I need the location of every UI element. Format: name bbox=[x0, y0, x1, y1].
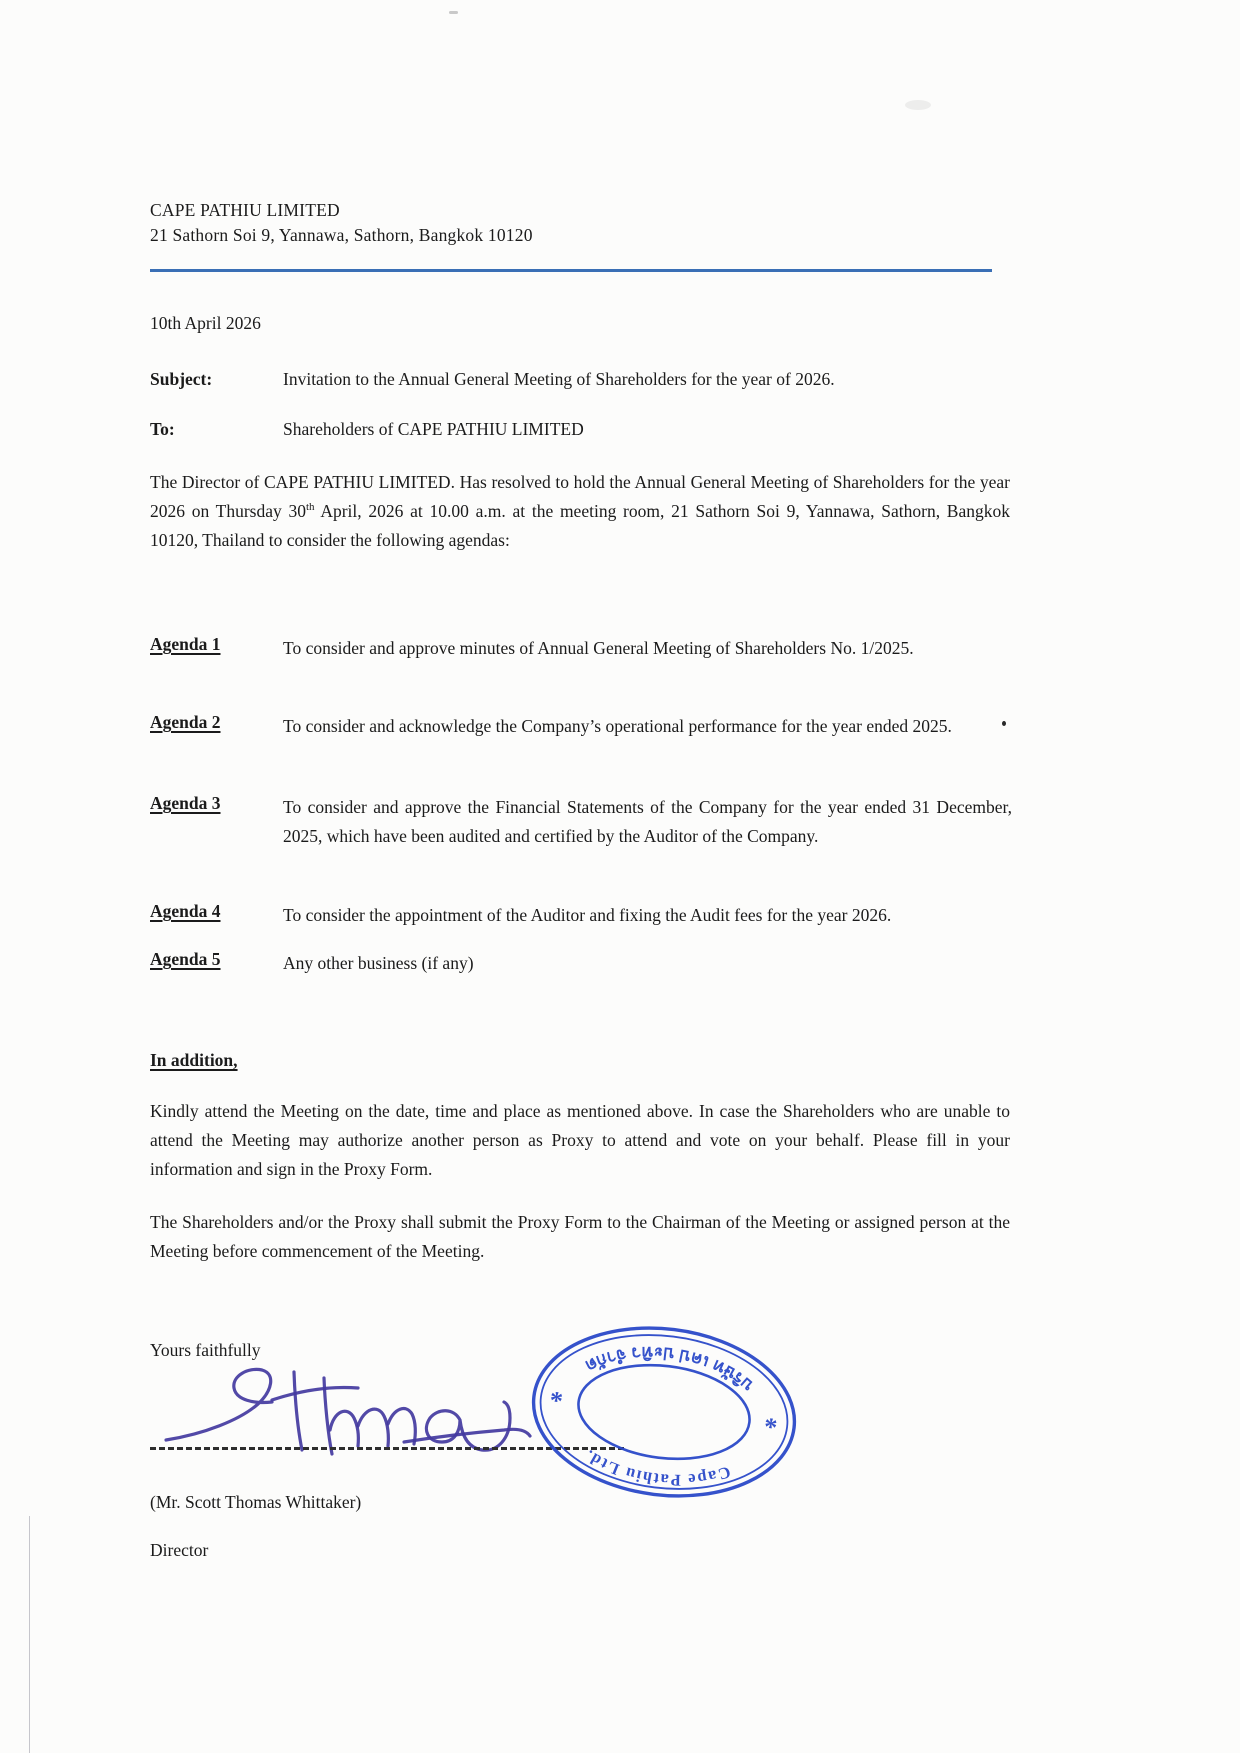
stamp-left-asterisk: * bbox=[763, 1404, 780, 1435]
to-row bbox=[150, 419, 1012, 440]
agenda-item-1 bbox=[150, 634, 1012, 663]
agenda-item-4 bbox=[150, 901, 1012, 930]
intro-paragraph bbox=[150, 468, 1010, 555]
to-label: To: bbox=[150, 419, 175, 439]
signatory-title: Director bbox=[150, 1540, 209, 1560]
letter-date: 10th April 2026 bbox=[150, 313, 261, 333]
intro-part1: The Director of CAPE PATHIU LIMITED. Has resolved to hold the Annual General Meeting of Shareholders for the year 2026 on Thursday 30 bbox=[150, 472, 1010, 521]
agenda-1-label: Agenda 1 bbox=[150, 634, 221, 654]
valediction: Yours faithfully bbox=[150, 1340, 261, 1360]
in-addition-heading: In addition, bbox=[150, 1050, 238, 1070]
to-text: Shareholders of CAPE PATHIU LIMITED bbox=[283, 419, 584, 439]
agenda-item-5 bbox=[150, 949, 1012, 978]
agenda-4-label: Agenda 4 bbox=[150, 901, 221, 921]
signatory-name: (Mr. Scott Thomas Whittaker) bbox=[150, 1492, 362, 1512]
letterhead bbox=[150, 198, 533, 248]
attendance-paragraph: Kindly attend the Meeting on the date, time and place as mentioned above. In case the Shareholders who are unable to attend the Meeting may authorize another person as Proxy to attend and vote on your behalf. Please fill in your information and sign in the Proxy Form. bbox=[150, 1101, 1010, 1179]
intro-part2: April, 2026 at 10.00 a.m. at the meeting room, 21 Sathorn Soi 9, Yannawa, Sathorn, Bangkok 10120, Thailand to consider the following agendas: bbox=[150, 501, 1010, 550]
agenda-5-label: Agenda 5 bbox=[150, 949, 221, 969]
agenda-3-label: Agenda 3 bbox=[150, 793, 221, 813]
intro-superscript: th bbox=[306, 501, 315, 514]
agenda-4-text: To consider the appointment of the Auditor and fixing the Audit fees for the year 2026. bbox=[283, 905, 892, 925]
agenda-item-3 bbox=[150, 793, 1012, 851]
stamp-thai-text-arc: บริษัท เคป ปะทิว จำกัด bbox=[581, 1343, 757, 1396]
agenda-3-text: To consider and approve the Financial Statements of the Company for the year ended 31 December, 2025, which have been audited and certified by the Auditor of the Company. bbox=[283, 797, 1012, 846]
scan-artifact-smudge bbox=[905, 100, 931, 110]
agenda-5-text: Any other business (if any) bbox=[283, 953, 474, 973]
company-name: CAPE PATHIU LIMITED bbox=[150, 200, 340, 220]
scan-artifact-edge-line bbox=[29, 1516, 30, 1753]
scan-artifact-mark bbox=[449, 11, 458, 14]
subject-label: Subject: bbox=[150, 369, 213, 389]
stamp-latin-text-arc: Cape Pathiu Ltd. bbox=[580, 1445, 734, 1490]
subject-text: Invitation to the Annual General Meeting of Shareholders for the year of 2026. bbox=[283, 369, 835, 389]
company-address: 21 Sathorn Soi 9, Yannawa, Sathorn, Bangkok 10120 bbox=[150, 225, 533, 245]
proxy-paragraph: The Shareholders and/or the Proxy shall submit the Proxy Form to the Chairman of the Meeting or assigned person at the Meeting before commencement of the Meeting. bbox=[150, 1212, 1010, 1261]
stamp-right-asterisk: * bbox=[548, 1378, 566, 1409]
letterhead-divider bbox=[150, 269, 992, 272]
agenda-item-2 bbox=[150, 712, 1012, 741]
subject-row bbox=[150, 369, 1012, 390]
company-stamp bbox=[519, 1310, 810, 1514]
agenda-2-text: To consider and acknowledge the Company’s operational performance for the year ended 2025. bbox=[283, 716, 952, 736]
agenda-1-text: To consider and approve minutes of Annual General Meeting of Shareholders No. 1/2025. bbox=[283, 638, 914, 658]
scan-artifact-dot bbox=[1002, 721, 1006, 726]
agenda-2-label: Agenda 2 bbox=[150, 712, 221, 732]
